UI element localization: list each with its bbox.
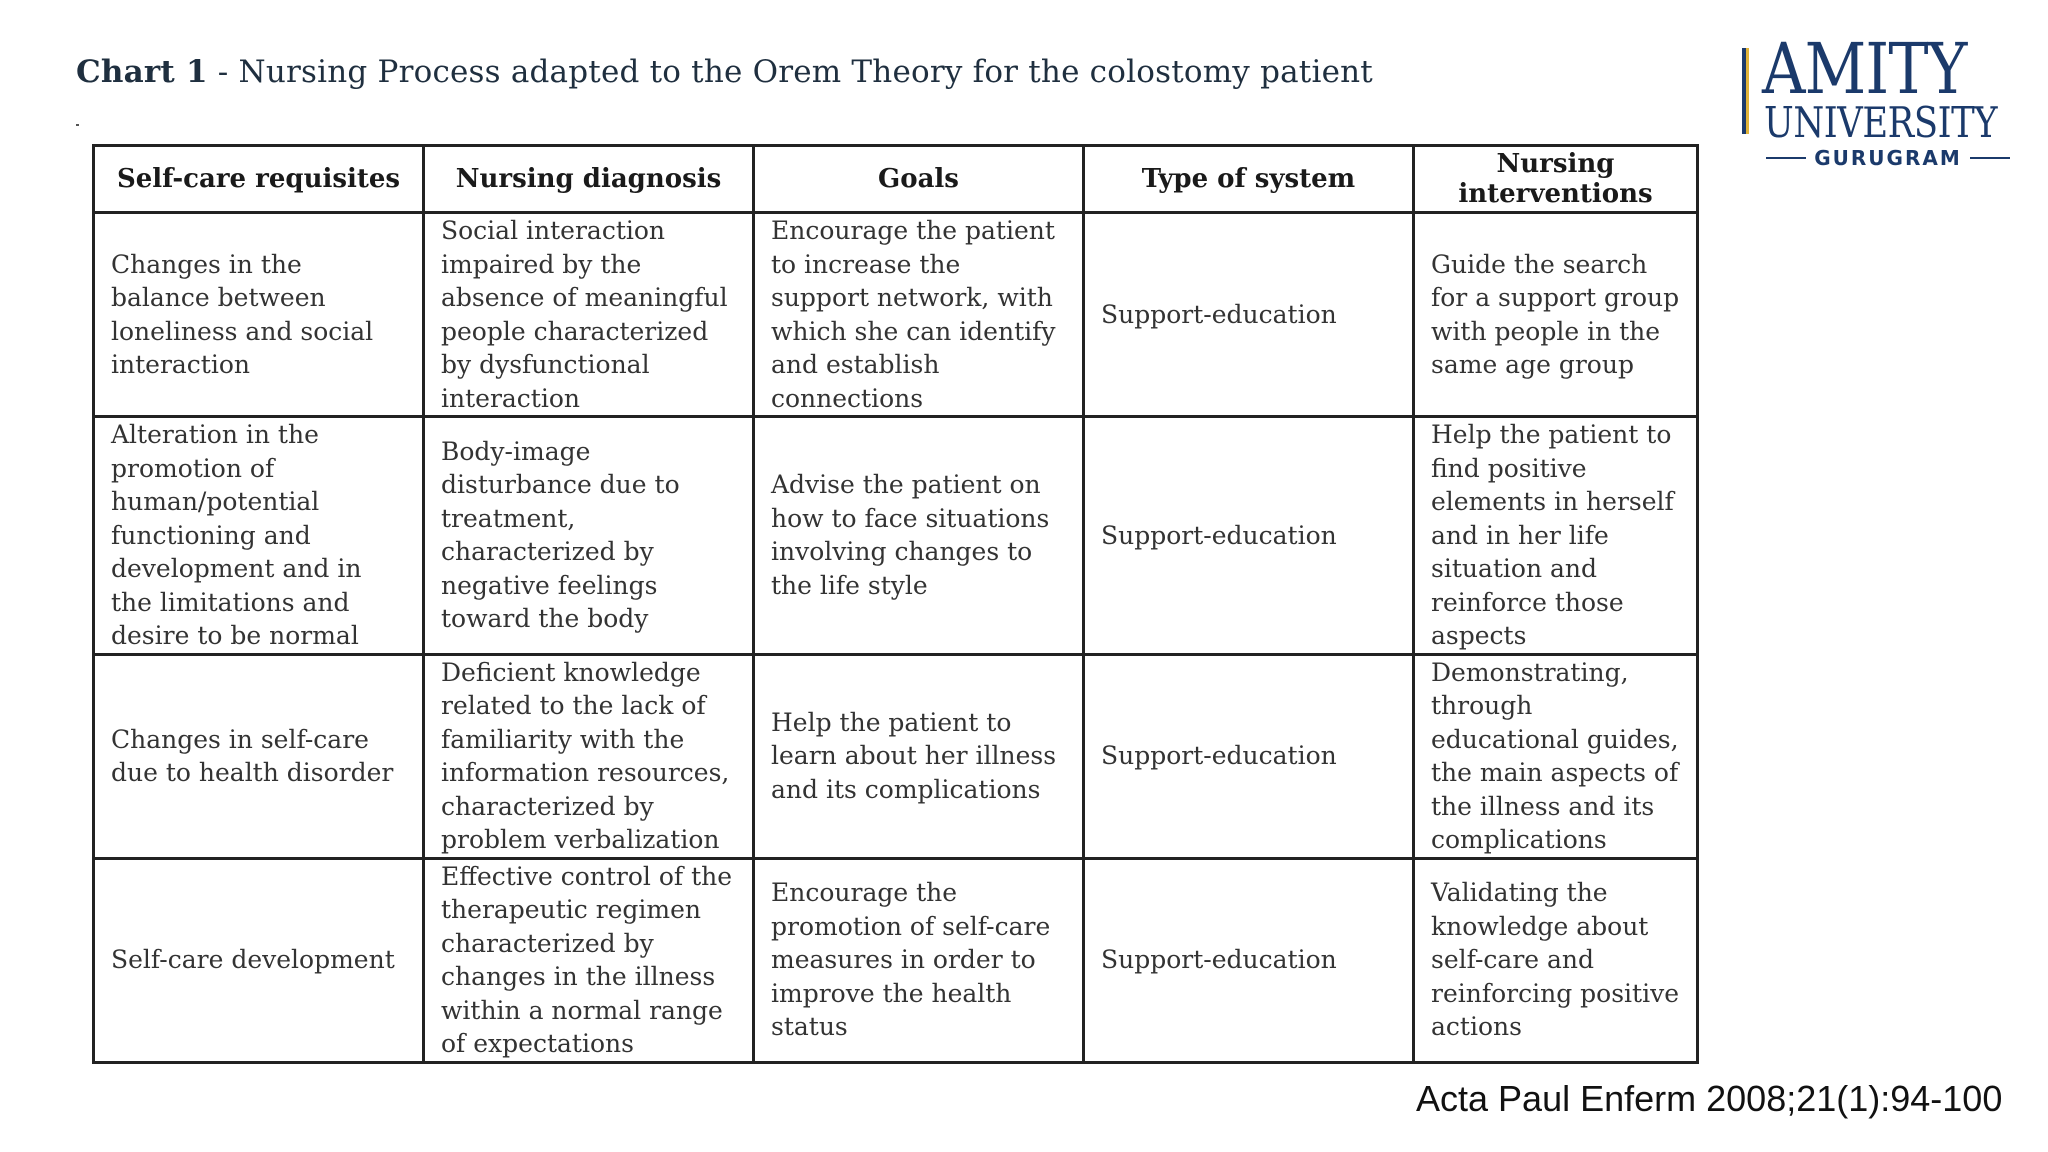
logo-rule-right <box>1970 157 2010 159</box>
chart-title-label: Chart 1 <box>76 54 208 90</box>
citation: Acta Paul Enferm 2008;21(1):94-100 <box>1416 1078 2003 1119</box>
cell-goal: Encourage the patient to increase the support network, with which she can identify and establish connections <box>754 213 1084 417</box>
logo-main-text: AMITY <box>1762 28 1967 110</box>
chart-title-text: Nursing Process adapted to the Orem Theory for the colostomy patient <box>238 54 1373 90</box>
header-nursing-interventions: Nursing interventions <box>1414 146 1698 213</box>
cell-type-of-system: Support-education <box>1084 417 1414 655</box>
amity-logo <box>1740 28 2020 176</box>
header-type-of-system: Type of system <box>1084 146 1414 213</box>
cell-nursing-diagnosis: Effective control of the therapeutic regimen characterized by changes in the illness within a normal range of expectations <box>424 858 754 1062</box>
cell-nursing-intervention: Validating the knowledge about self-care and reinforcing positive actions <box>1414 858 1698 1062</box>
cell-nursing-intervention: Demonstrating, through educational guides, the main aspects of the illness and its complications <box>1414 654 1698 858</box>
table-row <box>94 417 1698 655</box>
logo-bar-icon <box>1742 48 1749 134</box>
table-row <box>94 213 1698 417</box>
cell-nursing-diagnosis: Deficient knowledge related to the lack of familiarity with the information resources, characterized by problem verbalization <box>424 654 754 858</box>
header-goals: Goals <box>754 146 1084 213</box>
cell-self-care-requisite: Changes in self-care due to health disorder <box>94 654 424 858</box>
cell-nursing-intervention: Help the patient to find positive elements in herself and in her life situation and reinforce those aspects <box>1414 417 1698 655</box>
cell-type-of-system: Support-education <box>1084 858 1414 1062</box>
cell-goal: Encourage the promotion of self-care measures in order to improve the health status <box>754 858 1084 1062</box>
logo-rule-left <box>1766 157 1806 159</box>
logo-city-text: GURUGRAM <box>1814 146 1962 170</box>
header-self-care-requisites: Self-care requisites <box>94 146 424 213</box>
cell-goal: Help the patient to learn about her illness and its complications <box>754 654 1084 858</box>
title-dot <box>76 124 79 126</box>
cell-nursing-diagnosis: Social interaction impaired by the absence of meaningful people characterized by dysfunctional interaction <box>424 213 754 417</box>
header-nursing-diagnosis: Nursing diagnosis <box>424 146 754 213</box>
table-row <box>94 654 1698 858</box>
cell-self-care-requisite: Self-care development <box>94 858 424 1062</box>
logo-city-row <box>1766 146 2010 170</box>
chart-title <box>76 54 1373 90</box>
cell-type-of-system: Support-education <box>1084 213 1414 417</box>
cell-self-care-requisite: Alteration in the promotion of human/potential functioning and development and in the limitations and desire to be normal <box>94 417 424 655</box>
cell-type-of-system: Support-education <box>1084 654 1414 858</box>
table-row <box>94 858 1698 1062</box>
table-header-row <box>94 146 1698 213</box>
logo-sub-text: UNIVERSITY <box>1764 98 1998 147</box>
cell-self-care-requisite: Changes in the balance between loneliness and social interaction <box>94 213 424 417</box>
nursing-process-table <box>92 144 1699 1064</box>
cell-nursing-diagnosis: Body-image disturbance due to treatment, characterized by negative feelings toward the body <box>424 417 754 655</box>
cell-goal: Advise the patient on how to face situations involving changes to the life style <box>754 417 1084 655</box>
cell-nursing-intervention: Guide the search for a support group with people in the same age group <box>1414 213 1698 417</box>
chart-title-separator: - <box>207 54 239 90</box>
